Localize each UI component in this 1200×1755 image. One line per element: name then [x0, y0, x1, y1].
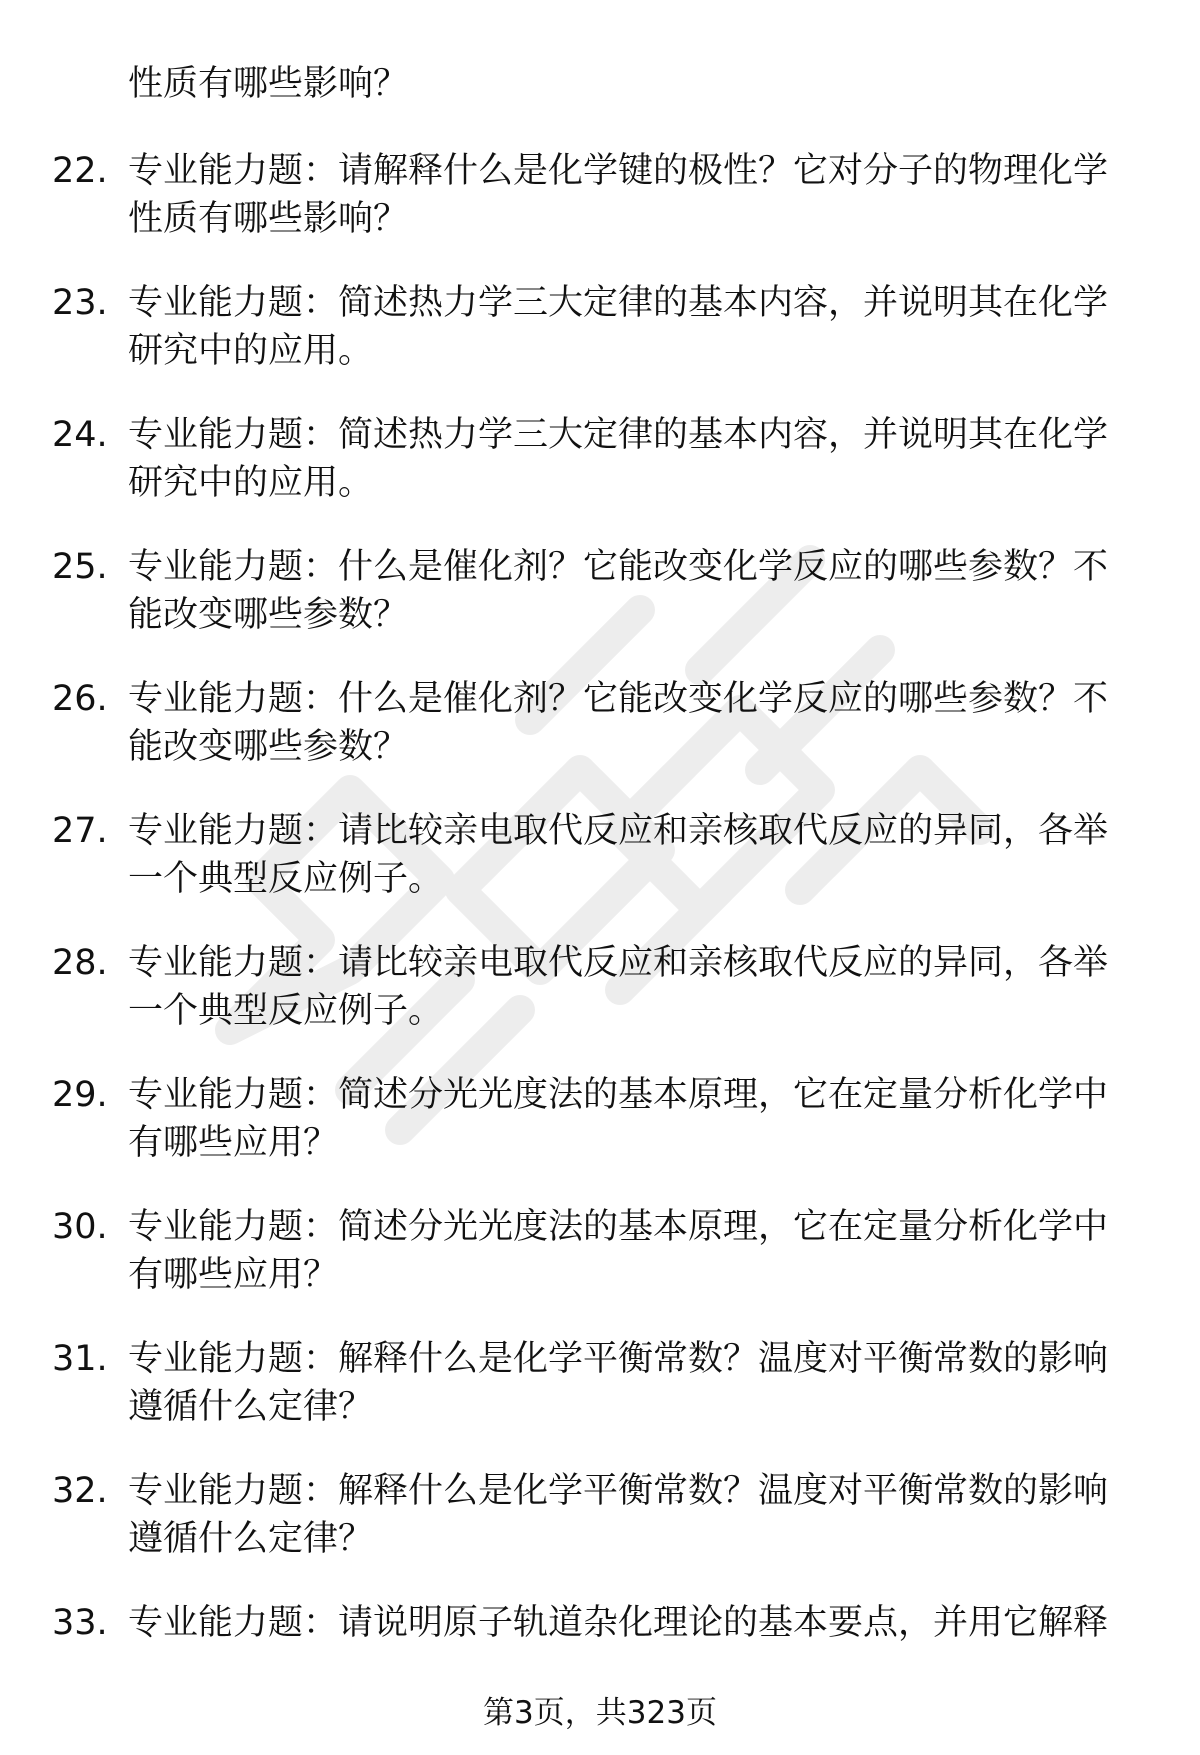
question-line-1: 专业能力题：请说明原子轨道杂化理论的基本要点，并用它解释	[128, 1603, 1109, 1643]
question-line-1: 专业能力题：请比较亲电取代反应和亲核取代反应的异同，各举	[128, 943, 1109, 983]
question-number: 28.	[52, 943, 108, 983]
question-text	[128, 543, 1148, 639]
question-text	[128, 1203, 1148, 1299]
list-item	[0, 939, 1200, 1071]
question-line-1: 专业能力题：什么是催化剂？它能改变化学反应的哪些参数？不	[128, 679, 1109, 719]
list-item	[0, 1467, 1200, 1599]
list-item	[0, 1071, 1200, 1203]
question-number: 27.	[52, 811, 108, 851]
question-line-1: 专业能力题：请比较亲电取代反应和亲核取代反应的异同，各举	[128, 811, 1109, 851]
question-line-2: 一个典型反应例子。	[128, 859, 444, 899]
list-item	[0, 411, 1200, 543]
question-line-2: 研究中的应用。	[128, 331, 374, 371]
question-text	[128, 939, 1148, 1035]
question-line-2: 能改变哪些参数？	[128, 595, 409, 635]
question-line-2: 遵循什么定律？	[128, 1387, 374, 1427]
question-number: 23.	[52, 283, 108, 323]
question-line-2: 一个典型反应例子。	[128, 991, 444, 1031]
question-line-2: 性质有哪些影响？	[128, 199, 409, 239]
question-text	[128, 1467, 1148, 1563]
question-number: 33.	[52, 1603, 108, 1643]
question-line-1: 专业能力题：请解释什么是化学键的极性？它对分子的物理化学	[128, 151, 1109, 191]
question-number: 29.	[52, 1075, 108, 1115]
question-number: 26.	[52, 679, 108, 719]
list-item	[0, 279, 1200, 411]
question-line-1: 专业能力题：简述热力学三大定律的基本内容，并说明其在化学	[128, 283, 1109, 323]
question-text	[128, 1599, 1148, 1647]
question-number: 30.	[52, 1207, 108, 1247]
question-number: 24.	[52, 415, 108, 455]
list-item	[0, 1335, 1200, 1467]
question-number: 31.	[52, 1339, 108, 1379]
list-item	[0, 807, 1200, 939]
list-item	[0, 1203, 1200, 1335]
question-number: 22.	[52, 151, 108, 191]
question-line-2: 能改变哪些参数？	[128, 727, 409, 767]
question-line-1: 专业能力题：简述分光光度法的基本原理，它在定量分析化学中	[128, 1075, 1109, 1115]
question-line-1: 专业能力题：解释什么是化学平衡常数？温度对平衡常数的影响	[128, 1471, 1109, 1511]
question-text	[128, 411, 1148, 507]
question-line-1: 专业能力题：什么是催化剂？它能改变化学反应的哪些参数？不	[128, 547, 1109, 587]
list-item	[0, 543, 1200, 675]
question-line-2: 有哪些应用？	[128, 1123, 339, 1163]
list-item	[0, 147, 1200, 279]
list-item	[0, 675, 1200, 807]
question-number: 32.	[52, 1471, 108, 1511]
question-list	[0, 147, 1200, 1731]
question-number: 25.	[52, 547, 108, 587]
question-text	[128, 675, 1148, 771]
page-footer: 第3页，共323页	[483, 1695, 717, 1731]
question-text	[128, 147, 1148, 243]
continuation-text: 性质有哪些影响？	[128, 64, 409, 104]
question-line-2: 遵循什么定律？	[128, 1519, 374, 1559]
question-text	[128, 1335, 1148, 1431]
question-line-2: 有哪些应用？	[128, 1255, 339, 1295]
question-line-2: 研究中的应用。	[128, 463, 374, 503]
question-line-1: 专业能力题：简述分光光度法的基本原理，它在定量分析化学中	[128, 1207, 1109, 1247]
question-text	[128, 807, 1148, 903]
question-text	[128, 1071, 1148, 1167]
question-line-1: 专业能力题：简述热力学三大定律的基本内容，并说明其在化学	[128, 415, 1109, 455]
question-line-1: 专业能力题：解释什么是化学平衡常数？温度对平衡常数的影响	[128, 1339, 1109, 1379]
question-text	[128, 279, 1148, 375]
